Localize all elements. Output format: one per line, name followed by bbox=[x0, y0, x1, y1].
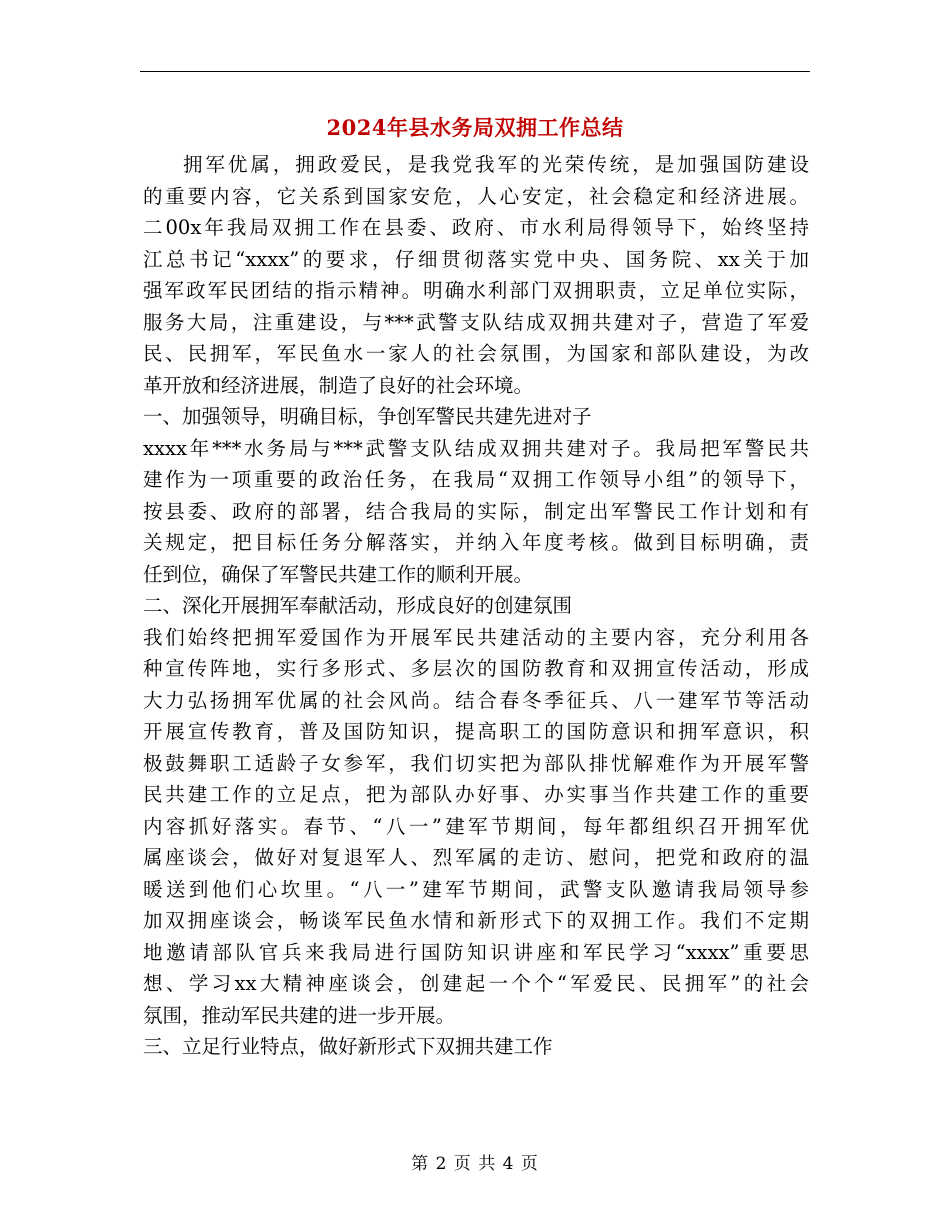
paragraph-line: 极鼓舞职工适龄子女参军，我们切实把为部队排忧解难作为开展军警 bbox=[143, 751, 809, 775]
paragraph-line: 暖送到他们心坎里。“八一”建军节期间，武警支队邀请我局领导参 bbox=[143, 877, 809, 901]
paragraph-line: 按县委、政府的部署，结合我局的实际，制定出军警民工作计划和有 bbox=[143, 499, 809, 523]
section-heading: 一、加强领导，明确目标，争创军警民共建先进对子 bbox=[143, 405, 592, 428]
paragraph-line: 我们始终把拥军爱国作为开展军民共建活动的主要内容，充分利用各 bbox=[143, 625, 809, 649]
paragraph-line: 服务大局，注重建设，与***武警支队结成双拥共建对子，营造了军爱 bbox=[143, 310, 809, 334]
paragraph-line: 江总书记“xxxx”的要求，仔细贯彻落实党中央、国务院、xx关于加 bbox=[143, 247, 809, 271]
paragraph-line: 任到位，确保了军警民共建工作的顺利开展。 bbox=[143, 562, 534, 586]
paragraph-line: 属座谈会，做好对复退军人、烈军属的走访、慰问，把党和政府的温 bbox=[143, 846, 809, 869]
paragraph-line: 加双拥座谈会，畅谈军民鱼水情和新形式下的双拥工作。我们不定期 bbox=[143, 909, 809, 932]
paragraph-line: 的重要内容，它关系到国家安危，人心安定，社会稳定和经济进展。 bbox=[143, 184, 809, 208]
paragraph-line: 大力弘扬拥军优属的社会风尚。结合春冬季征兵、八一建军节等活动 bbox=[143, 688, 809, 712]
document-body bbox=[143, 149, 809, 1063]
paragraph-line: 二00x年我局双拥工作在县委、政府、市水利局得领导下，始终坚持 bbox=[143, 216, 809, 239]
paragraph-line: 想、学习xx大精神座谈会，创建起一个个“军爱民、民拥军”的社会 bbox=[143, 972, 809, 995]
paragraph-line: 开展宣传教育，普及国防知识，提高职工的国防意识和拥军意识，积 bbox=[143, 720, 809, 743]
paragraph-line: 地邀请部队官兵来我局进行国防知识讲座和军民学习“xxxx”重要思 bbox=[143, 940, 809, 964]
paragraph-line: 关规定，把目标任务分解落实，并纳入年度考核。做到目标明确，责 bbox=[143, 531, 809, 554]
paragraph-line: 民、民拥军，军民鱼水一家人的社会氛围，为国家和部队建设，为改 bbox=[143, 342, 809, 365]
paragraph-line: 拥军优属，拥政爱民，是我党我军的光荣传统，是加强国防建设 bbox=[183, 153, 809, 176]
paragraph-line: 种宣传阵地，实行多形式、多层次的国防教育和双拥宣传活动，形成 bbox=[143, 657, 809, 680]
paragraph-line: xxxx年***水务局与***武警支队结成双拥共建对子。我局把军警民共 bbox=[143, 436, 809, 460]
page-number: 第 2 页 共 4 页 bbox=[411, 1154, 539, 1174]
header-rule bbox=[140, 71, 810, 72]
paragraph-line: 民共建工作的立足点，把为部队办好事、办实事当作共建工作的重要 bbox=[143, 783, 809, 806]
document-title: 2024年县水务局双拥工作总结 bbox=[326, 115, 624, 140]
paragraph-line: 强军政军民团结的指示精神。明确水利部门双拥职责，立足单位实际， bbox=[143, 279, 809, 302]
paragraph-line: 建作为一项重要的政治任务，在我局“双拥工作领导小组”的领导下， bbox=[143, 468, 809, 491]
section-heading: 三、立足行业特点，做好新形式下双拥共建工作 bbox=[143, 1035, 553, 1058]
paragraph-line: 内容抓好落实。春节、“八一”建军节期间，每年都组织召开拥军优 bbox=[143, 814, 809, 838]
section-heading: 二、深化开展拥军奉献活动，形成良好的创建氛围 bbox=[143, 594, 573, 617]
paragraph-line: 革开放和经济进展，制造了良好的社会环境。 bbox=[143, 373, 534, 397]
paragraph-line: 氛围，推动军民共建的进一步开展。 bbox=[143, 1003, 456, 1027]
